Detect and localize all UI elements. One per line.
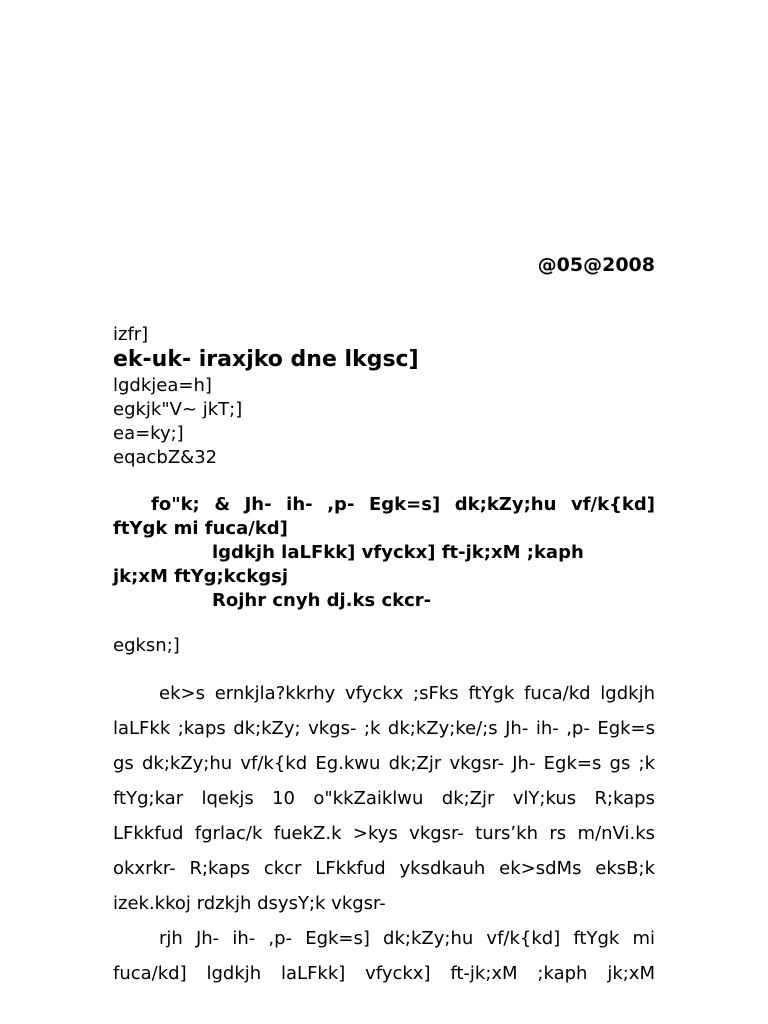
letter-body (113, 676, 655, 991)
recipient-line-1: lgdkjea=h] (113, 375, 212, 396)
recipient-line-4: eqacbZ&32 (113, 447, 218, 468)
letter-date: @05@2008 (537, 254, 655, 276)
recipient-line-2: egkjk"V~ jkT;] (113, 399, 243, 420)
salutation: egksn;] (113, 635, 180, 656)
subject-line-2: ftYgk mi fuca/kd] (113, 518, 288, 539)
recipient-prefix: izfr] (113, 324, 149, 345)
subject-line-3: lgdkjh laLFkk] vfyckx] ft-jk;xM ;kaph (212, 542, 584, 563)
body-paragraph-1: ek>s ernkjla?kkrhy vfyckx ;sFks ftYgk fuca/kd lgdkjh laLFkk ;kaps dk;kZy; vkgs- ;k dk;kZy;ke/;s Jh- ih- ,p- Egk=s gs dk;kZy;hu vf/k{kd Eg.kwu dk;Zjr vkgsr- Jh- Egk=s gs ;k ftYg;kar lqekjs 10 o"kkZaiklwu dk;Zjr vlY;kus R;kaps LFkkfud fgrlac/k fuekZ.k >kys vkgsr- turs’kh rs m/nVi.ks okxrkr- R;kaps ckcr LFkkfud yksdkauh ek>sdMs eksB;k izek.kkoj rdzkjh dsysY;k vkgsr- (113, 683, 655, 914)
recipient-line-3: ea=ky;] (113, 423, 184, 444)
letter-page (113, 0, 655, 1024)
body-paragraph-2: rjh Jh- ih- ,p- Egk=s] dk;kZy;hu vf/k{kd] ftYgk mi fuca/kd] lgdkjh laLFkk] vfyckx] ft-jk;xM ;kaph jk;xM (113, 928, 655, 984)
subject-line-4: jk;xM ftYg;kckgsj (113, 566, 289, 587)
subject-line-5: Rojhr cnyh dj.ks ckcr- (212, 590, 432, 611)
subject-line-1: fo"k; & Jh- ih- ,p- Egk=s] dk;kZy;hu vf/k{kd] (151, 494, 655, 515)
subject-block (113, 493, 655, 613)
recipient-title: ek-uk- iraxjko dne lkgsc] (113, 347, 419, 372)
recipient-block (113, 323, 655, 470)
